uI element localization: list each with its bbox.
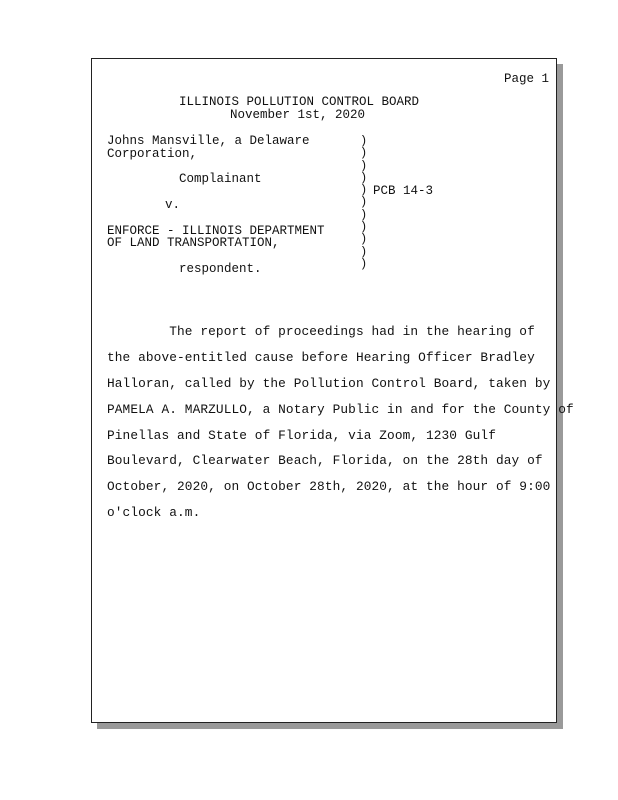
document-page xyxy=(91,58,574,723)
page-number: Page 1 xyxy=(504,72,550,86)
body-line: Boulevard, Clearwater Beach, Florida, on the 28th day of xyxy=(107,453,543,468)
complainant-name-line-1: Johns Mansville, a Delaware xyxy=(107,134,310,148)
complainant-role: Complainant xyxy=(179,172,262,186)
respondent-role: respondent. xyxy=(179,262,262,276)
body-line: o'clock a.m. xyxy=(107,505,201,520)
body-line: The report of proceedings had in the hearing of xyxy=(107,324,535,339)
body-line: Halloran, called by the Pollution Control Board, taken by xyxy=(107,376,551,391)
complainant-name-line-2: Corporation, xyxy=(107,147,198,161)
body-line: the above-entitled cause before Hearing Officer Bradley xyxy=(107,350,535,365)
case-number: PCB 14-3 xyxy=(373,184,434,198)
caption-parentheses: ) ) ) ) ) ) ) ) ) ) ) xyxy=(360,134,368,271)
body-line: October, 2020, on October 28th, 2020, at the hour of 9:00 xyxy=(107,479,551,494)
board-title: ILLINOIS POLLUTION CONTROL BOARD xyxy=(179,95,420,109)
respondent-name-line-2: OF LAND TRANSPORTATION, xyxy=(107,236,280,250)
respondent-name-line-1: ENFORCE - ILLINOIS DEPARTMENT xyxy=(107,224,325,238)
hearing-date: November 1st, 2020 xyxy=(230,108,366,122)
versus-label: v. xyxy=(165,198,181,212)
body-line: Pinellas and State of Florida, via Zoom, 1230 Gulf xyxy=(107,428,496,443)
body-line: PAMELA A. MARZULLO, a Notary Public in and for the County of xyxy=(107,402,574,417)
